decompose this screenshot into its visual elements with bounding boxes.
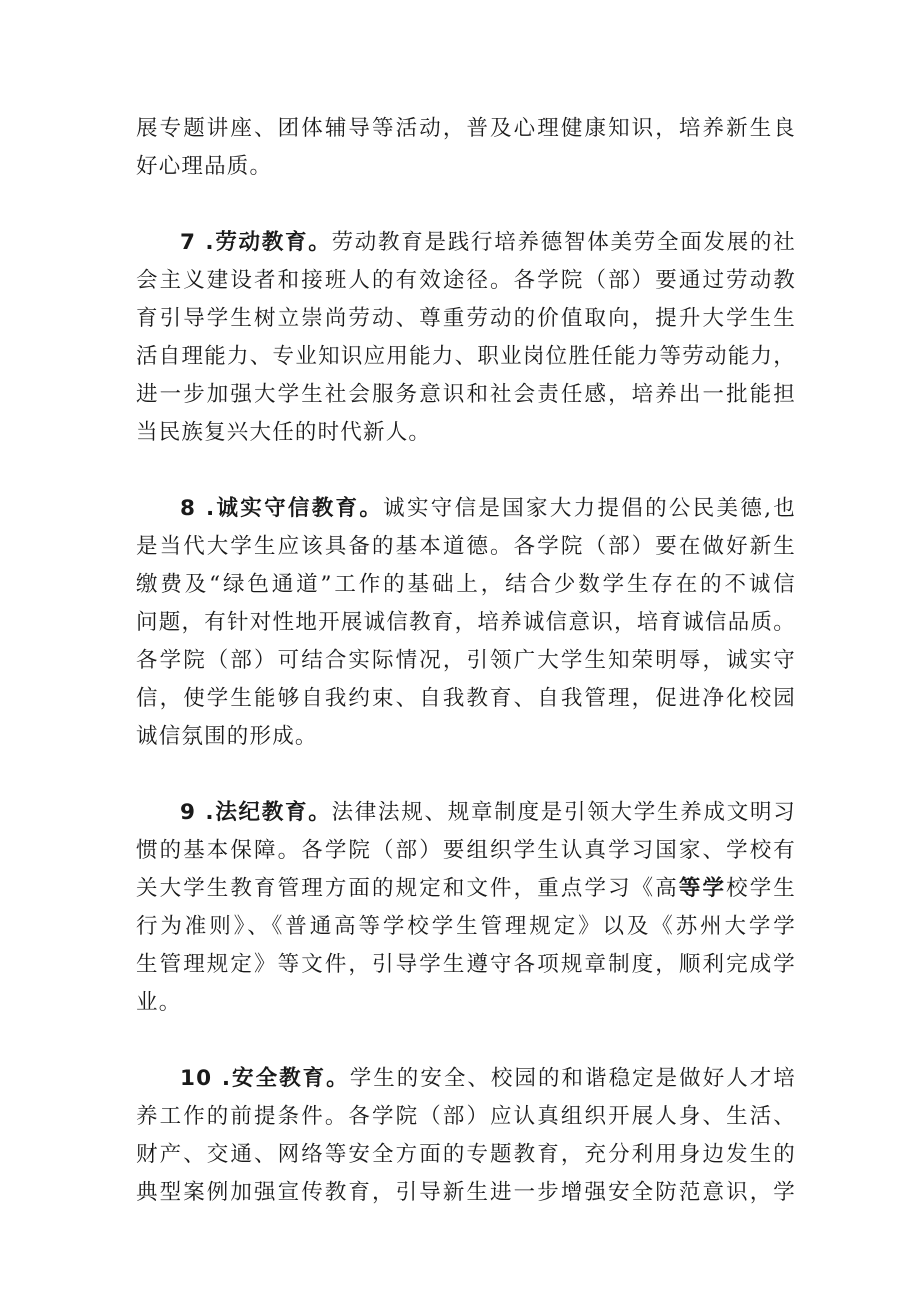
section-number: 8 . — [180, 496, 216, 521]
text-line: 典型案例加强宣传教育，引导新生进一步增强安全防范意识，学 — [136, 1180, 796, 1205]
text-line: 问题，有针对性地开展诚信教育，培养诚信意识，培育诚信品质。 — [136, 610, 796, 635]
paragraph-psychology-continued — [136, 110, 796, 186]
text-line: 各学院（部）可结合实际情况，引领广大学生知荣明辱，诚实守 — [136, 648, 796, 673]
section-number: 9 . — [180, 800, 215, 825]
text-line: 生管理规定》等文件，引导学生遵守各项规章制度，顺利完成学 — [136, 952, 796, 977]
text-span: 学生的安全、校园的和谐稳定是做好人才培 — [349, 1066, 796, 1091]
text-line: 展专题讲座、团体辅导等活动，普及心理健康知识，培养新生良 — [136, 116, 796, 141]
text-line: 缴费及“绿色通道”工作的基础上，结合少数学生存在的不诚信 — [136, 572, 796, 597]
paragraph-honesty-education — [136, 490, 796, 756]
text-line — [136, 794, 796, 832]
document-page — [136, 110, 796, 1250]
paragraph-labor-education — [136, 224, 796, 452]
section-number: 7 . — [180, 230, 215, 255]
text-span: 法律法规、规章制度是引领大学生养成文明习 — [331, 800, 796, 825]
text-line: 信，使学生能够自我约束、自我教育、自我管理，促进净化校园 — [136, 686, 796, 711]
text-line: 行为准则》、《普通高等学校学生管理规定》以及《苏州大学学 — [136, 914, 796, 939]
text-line: 活自理能力、专业知识应用能力、职业岗位胜任能力等劳动能力， — [136, 344, 796, 369]
bold-text-span: 等学 — [678, 876, 727, 901]
text-line — [136, 870, 796, 908]
text-span: 诚实守信是国家大力提倡的公民美德,也 — [383, 496, 796, 521]
text-line: 育引导学生树立崇尚劳动、尊重劳动的价值取向，提升大学生生 — [136, 306, 796, 331]
text-line: 会主义建设者和接班人的有效途径。各学院（部）要通过劳动教 — [136, 268, 796, 293]
text-line: 当民族复兴大任的时代新人。 — [136, 420, 432, 445]
text-line: 业。 — [136, 990, 182, 1015]
text-line — [136, 1060, 796, 1098]
text-line: 惯的基本保障。各学院（部）要组织学生认真学习国家、学校有 — [136, 838, 796, 863]
text-line: 养工作的前提条件。各学院（部）应认真组织开展人身、生活、 — [136, 1104, 796, 1129]
section-heading: 法纪教育。 — [214, 800, 332, 825]
text-span: 校学生 — [726, 876, 796, 901]
paragraph-safety-education — [136, 1060, 796, 1212]
text-span: 关大学生教育管理方面的规定和文件，重点学习《高 — [136, 876, 679, 901]
text-line: 好心理品质。 — [136, 154, 273, 179]
section-heading: 劳动教育。 — [214, 230, 332, 255]
text-line: 诚信氛围的形成。 — [136, 724, 318, 749]
text-line — [136, 224, 796, 262]
paragraph-law-education — [136, 794, 796, 1022]
text-line: 进一步加强大学生社会服务意识和社会责任感，培养出一批能担 — [136, 382, 796, 407]
section-number: 10 . — [180, 1066, 232, 1091]
text-line: 是当代大学生应该具备的基本道德。各学院（部）要在做好新生 — [136, 534, 796, 559]
text-line — [136, 490, 796, 528]
text-span: 劳动教育是践行培养德智体美劳全面发展的社 — [331, 230, 796, 255]
text-line: 财产、交通、网络等安全方面的专题教育，充分利用身边发生的 — [136, 1142, 796, 1167]
section-heading: 安全教育。 — [231, 1066, 350, 1091]
section-heading: 诚实守信教育。 — [215, 496, 384, 521]
